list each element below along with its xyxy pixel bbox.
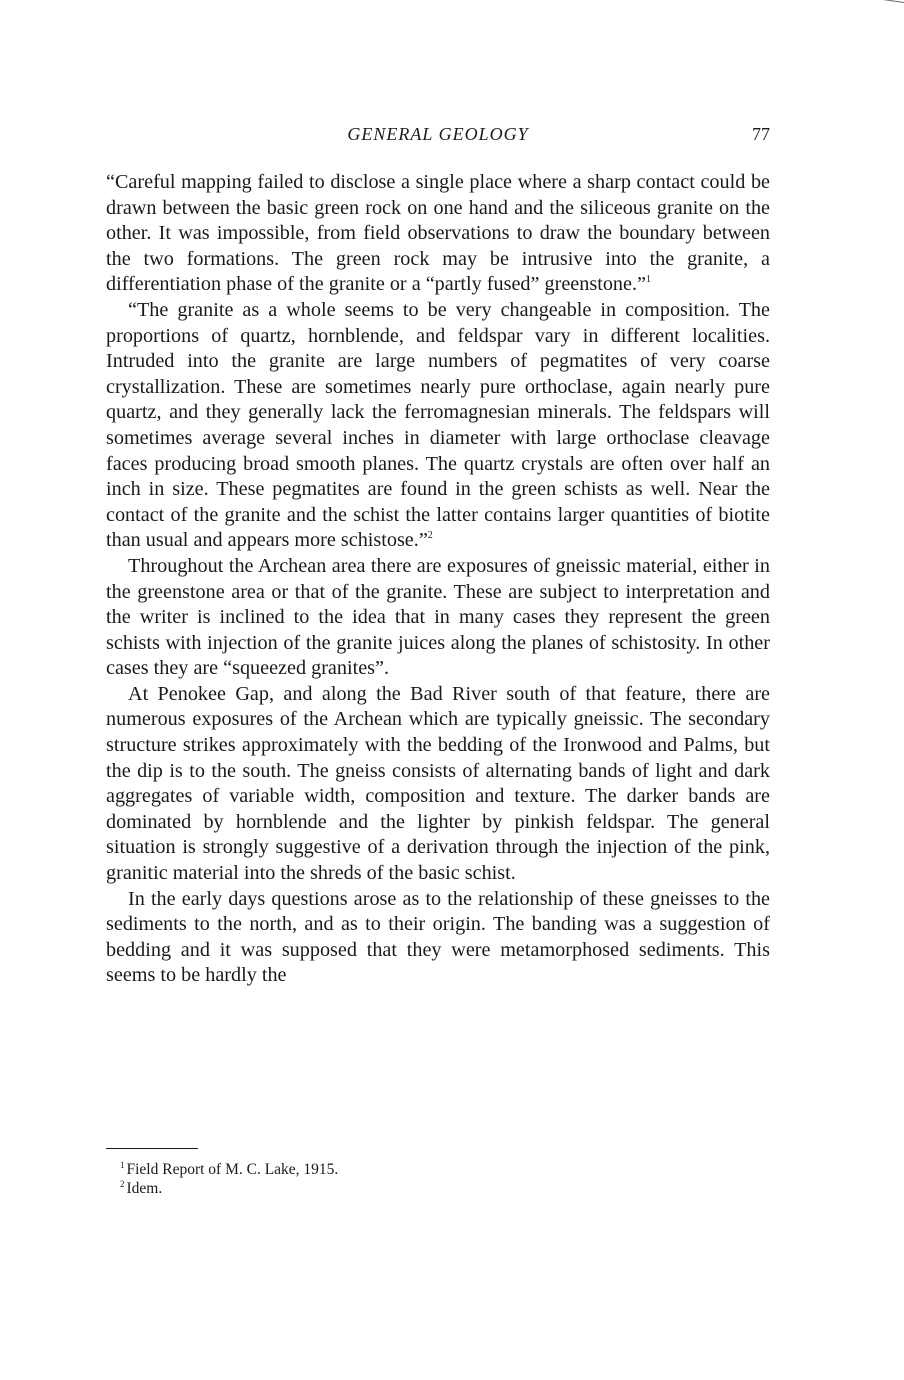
paragraph-5: In the early days questions arose as to the relationship of these gneisses to the sediments to the north, and as to their origin. The banding was a suggestion of bedding and it was supposed that they were metamorphosed sediments. This seems to be hardly the [106, 887, 770, 987]
footnote-2-marker: 2 [120, 1179, 125, 1189]
page-header [106, 124, 770, 148]
footnote-ref-1: 1 [645, 274, 651, 286]
footnote-2-text: Idem. [126, 1180, 163, 1197]
footnote-1 [120, 1160, 720, 1179]
running-title: GENERAL GEOLOGY [347, 124, 529, 144]
paragraph-1-text: “Careful mapping failed to disclose a single place where a sharp contact could be drawn between the basic green rock on one hand and the siliceous granite on the other. It was impossible, from field observations to draw the boundary between the two formations. The green rock may be intrusive into the granite, a differentiation phase of the granite or a “partly fused” greenstone.” [106, 171, 770, 296]
footnote-1-marker: 1 [120, 1160, 125, 1170]
footnote-1-text: Field Report of M. C. Lake, 1915. [126, 1161, 339, 1178]
scan-corner-mark [875, 0, 904, 9]
body-text [106, 170, 770, 989]
paragraph-3: Throughout the Archean area there are exposures of gneissic material, either in the greenstone area or that of the granite. These are subject to interpretation and the writer is inclined to the idea that in many cases they represent the green schists with injection of the granite juices along the planes of schistosity. In other cases they are “squeezed granites”. [106, 554, 770, 680]
paragraph-1 [106, 170, 770, 298]
paragraph-2-text: “The granite as a whole seems to be very changeable in composition. The proportions of quartz, hornblende, and feldspar vary in different localities. Intruded into the granite are large numbers of pegmatites of very coarse crystallization. These are sometimes nearly pure orthoclase, again nearly pure quartz, and they generally lack the ferromagnesian minerals. The feldspars will sometimes average several inches in diameter with large orthoclase cleavage faces producing broad smooth planes. The quartz crystals are often over half an inch in size. These pegmatites are found in the green schists as well. Near the contact of the granite and the schist the latter contains larger quantities of biotite than usual and appears more schistose.” [106, 298, 770, 552]
footnote-divider [106, 1148, 198, 1149]
footnote-ref-2: 2 [427, 530, 433, 542]
footnote-2 [120, 1179, 720, 1198]
paragraph-4: At Penokee Gap, and along the Bad River south of that feature, there are numerous exposures of the Archean which are typically gneissic. The secondary structure strikes approximately with the bedding of the Ironwood and Palms, but the dip is to the south. The gneiss consists of alternating bands of light and dark aggregates of variable width, composition and texture. The darker bands are dominated by hornblende and the lighter by pinkish feldspar. The general situation is strongly suggestive of a derivation through the injection of the pink, granitic material into the shreds of the basic schist. [106, 682, 770, 885]
page-number: 77 [752, 124, 770, 144]
paragraph-2 [106, 298, 770, 554]
footnotes [120, 1160, 720, 1198]
